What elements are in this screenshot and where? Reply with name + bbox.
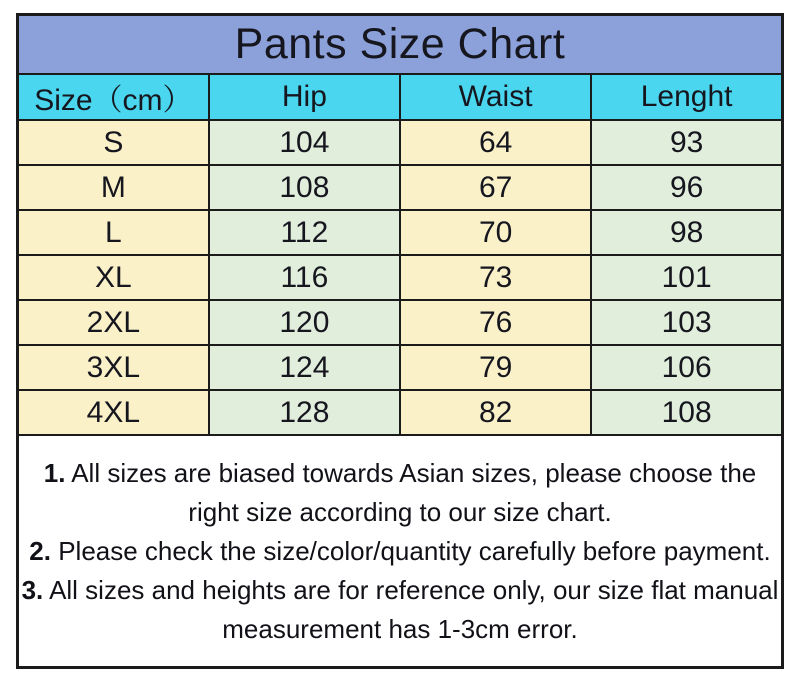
table-row [18, 300, 783, 345]
notes-row [18, 435, 783, 668]
value-cell: 108 [591, 390, 782, 435]
value-cell: 112 [209, 210, 400, 255]
chart-title: Pants Size Chart [18, 15, 783, 75]
value-cell: 116 [209, 255, 400, 300]
value-cell: 93 [591, 120, 782, 165]
value-cell: 128 [209, 390, 400, 435]
column-header-2: Waist [400, 74, 591, 120]
size-cell: 4XL [18, 390, 209, 435]
column-header-3: Lenght [591, 74, 782, 120]
note-1 [19, 454, 781, 532]
size-cell: M [18, 165, 209, 210]
value-cell: 76 [400, 300, 591, 345]
value-cell: 64 [400, 120, 591, 165]
size-cell: 2XL [18, 300, 209, 345]
note-text: All sizes are biased towards Asian sizes, please choose the right size according to our size chart. [71, 457, 757, 527]
value-cell: 73 [400, 255, 591, 300]
note-number: 1. [43, 457, 66, 488]
table-row [18, 390, 783, 435]
table-row [18, 345, 783, 390]
note-text: All sizes and heights are for reference only, our size flat manual measurement has 1-3cm error. [49, 574, 779, 644]
header-row [18, 74, 783, 120]
value-cell: 124 [209, 345, 400, 390]
column-header-0: Size（cm） [18, 74, 209, 120]
column-header-1: Hip [209, 74, 400, 120]
value-cell: 103 [591, 300, 782, 345]
note-2 [19, 532, 781, 571]
size-cell: XL [18, 255, 209, 300]
title-row [18, 15, 783, 75]
value-cell: 120 [209, 300, 400, 345]
table-row [18, 255, 783, 300]
table-row [18, 165, 783, 210]
note-number: 3. [21, 574, 44, 605]
note-text: Please check the size/color/quantity carefully before payment. [58, 535, 771, 566]
size-cell: S [18, 120, 209, 165]
size-cell: L [18, 210, 209, 255]
note-number: 2. [29, 535, 51, 566]
value-cell: 104 [209, 120, 400, 165]
value-cell: 70 [400, 210, 591, 255]
size-chart-table [16, 13, 784, 669]
size-table-body [18, 15, 783, 668]
table-row [18, 120, 783, 165]
size-cell: 3XL [18, 345, 209, 390]
notes-cell [18, 435, 783, 668]
value-cell: 108 [209, 165, 400, 210]
value-cell: 96 [591, 165, 782, 210]
value-cell: 106 [591, 345, 782, 390]
table-row [18, 210, 783, 255]
value-cell: 101 [591, 255, 782, 300]
value-cell: 98 [591, 210, 782, 255]
value-cell: 67 [400, 165, 591, 210]
value-cell: 82 [400, 390, 591, 435]
value-cell: 79 [400, 345, 591, 390]
note-3 [19, 571, 781, 649]
